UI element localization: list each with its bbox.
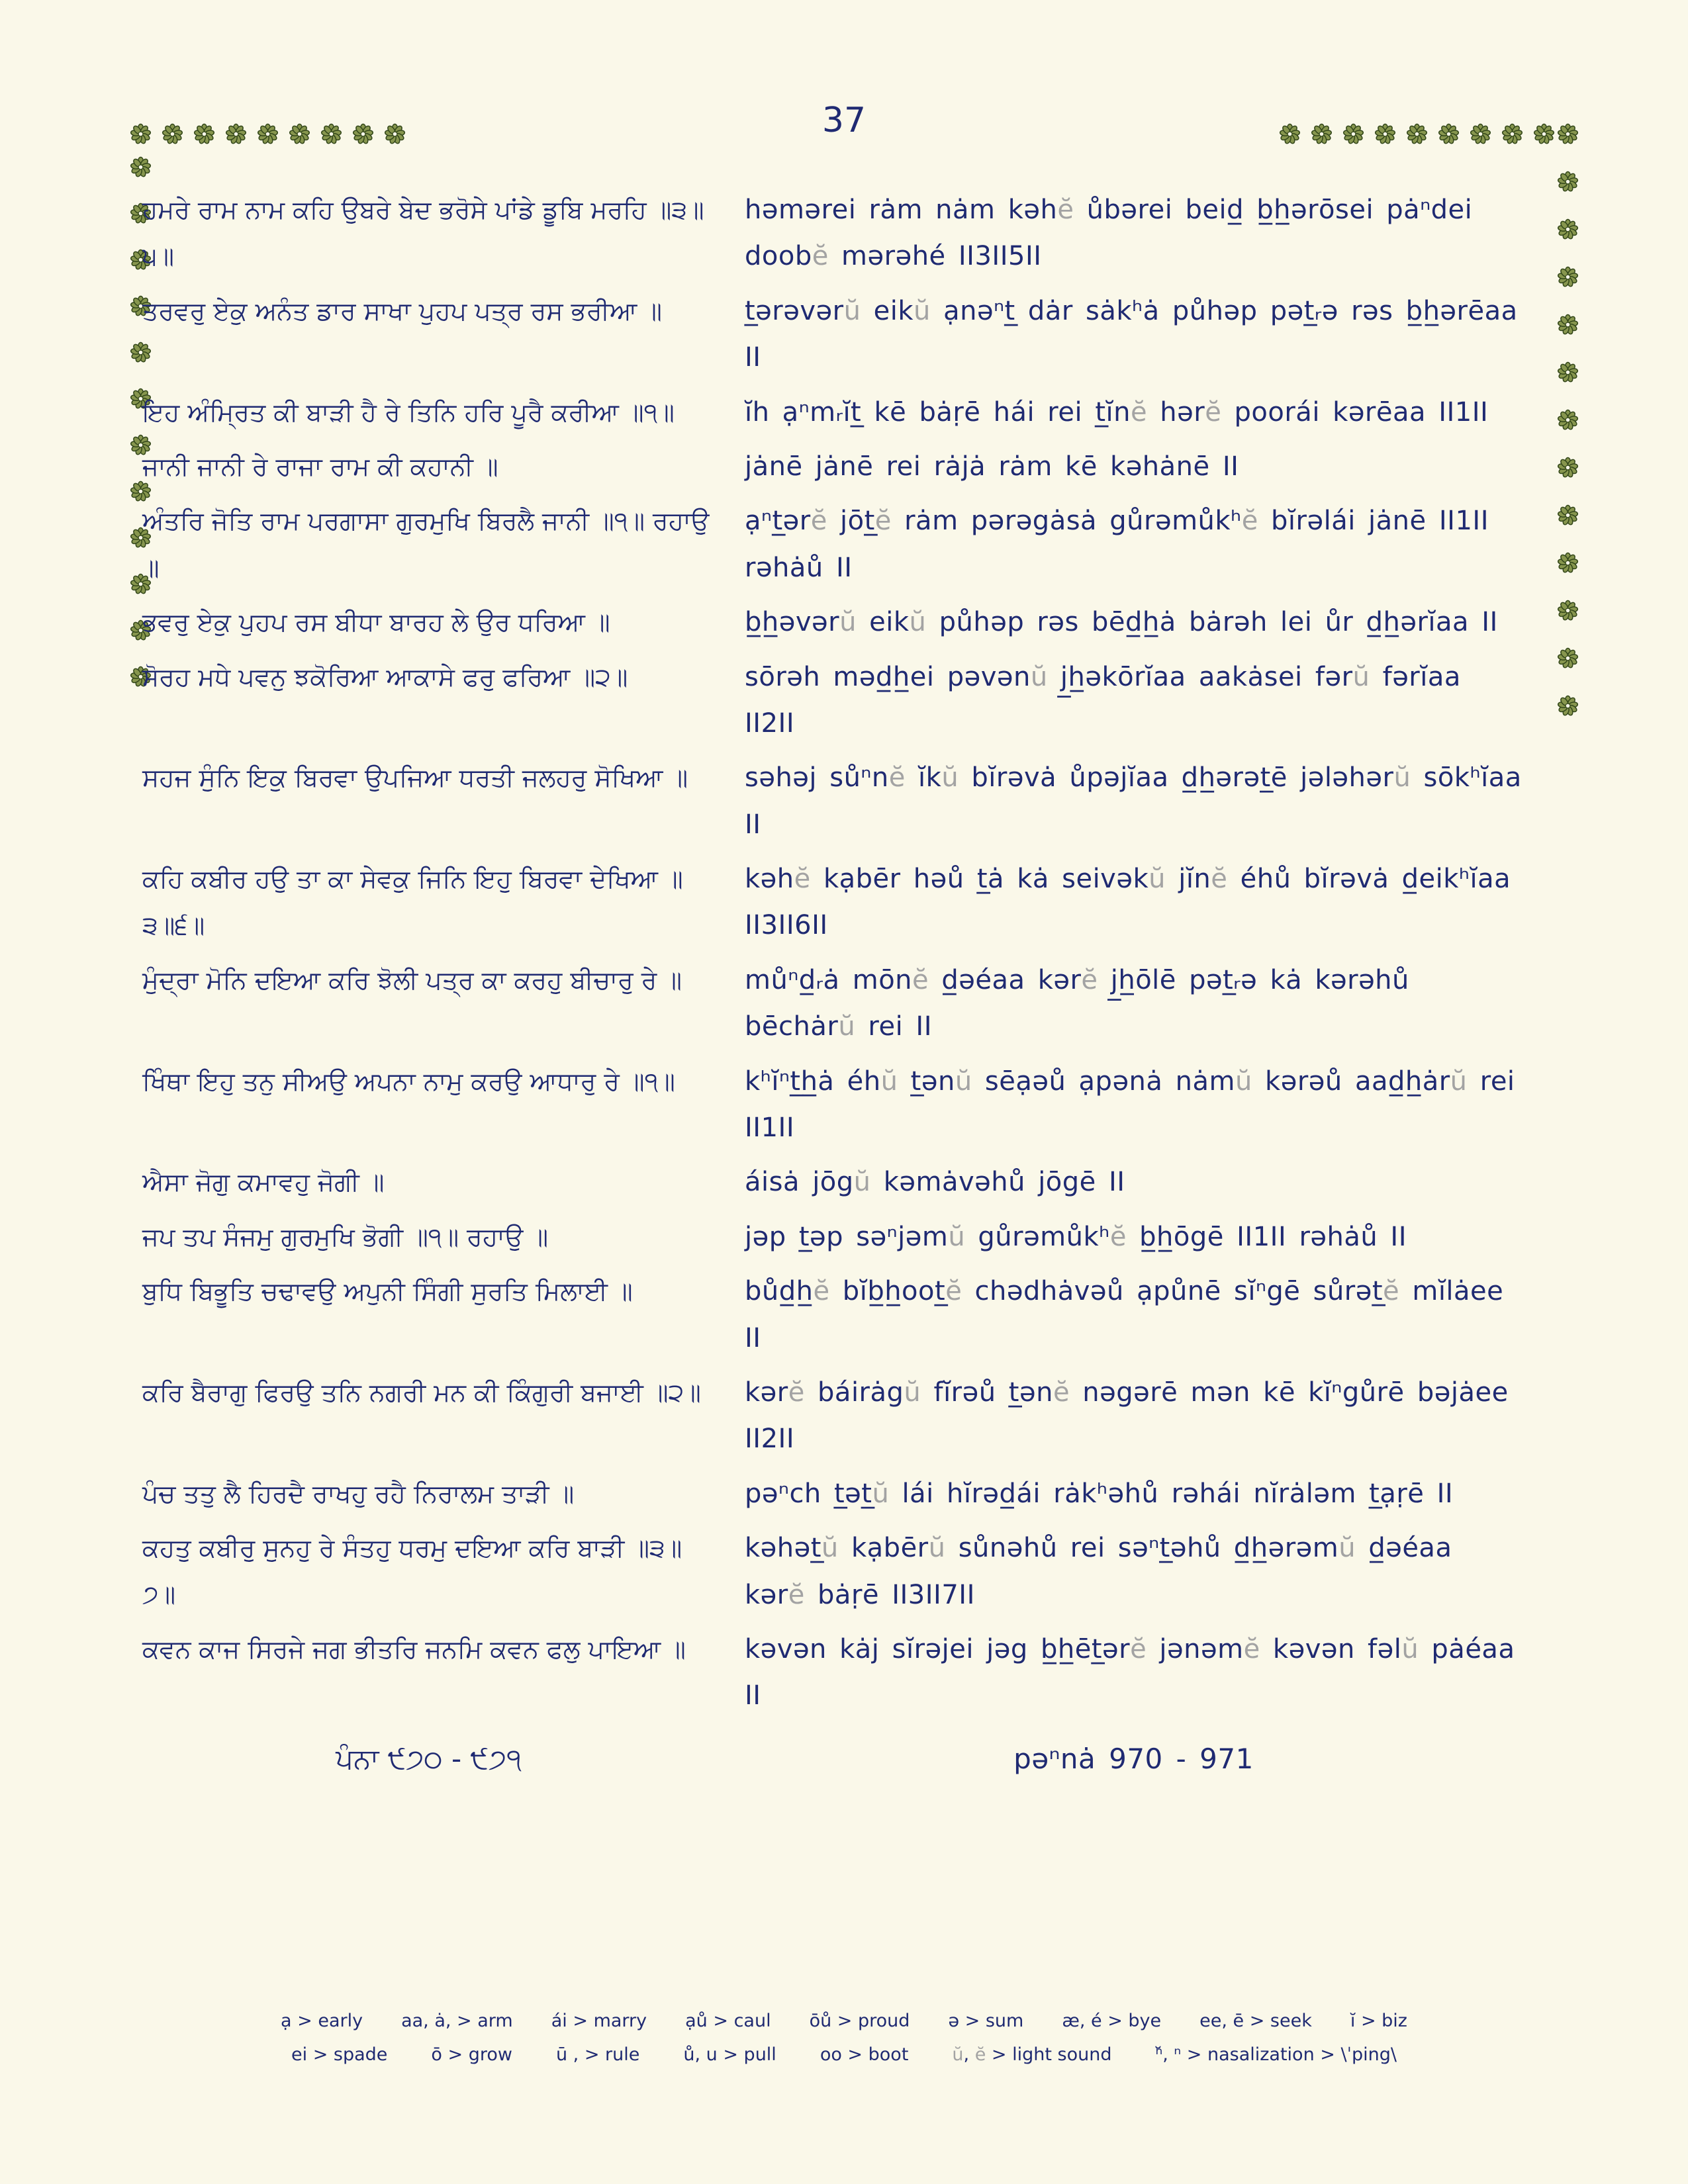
gurmukhi-verse: ਕਰਿ ਬੈਰਾਗੁ ਫਿਰਉ ਤਨਿ ਨਗਰੀ ਮਨ ਕੀ ਕਿੰਗੁਰੀ ਬਜਾਈ ॥੨॥ (142, 1377, 701, 1407)
scripture-content (142, 187, 1523, 1781)
flower-icon (1406, 123, 1428, 145)
flower-icon (384, 123, 406, 145)
pronunciation-key-item: ə > sum (948, 2011, 1024, 2031)
pronunciation-key-item: ū , > rule (555, 2044, 640, 2065)
gurmukhi-verse: ਅੰਤਰਿ ਜੋਤਿ ਰਾਮ ਪਰਗਾਸਾ ਗੁਰਮੁਖਿ ਬਿਰਲੈ ਜਾਨੀ ॥੧॥ ਰਹਾਉ ॥ (142, 506, 710, 582)
pronunciation-key-item: ōů > proud (809, 2011, 910, 2031)
roman-verse: jȧnē jȧnē rei rȧjȧ rȧm kē kəhȧnē II (745, 451, 1239, 482)
gurmukhi-verse: ਕਵਨ ਕਾਜ ਸਿਰਜੇ ਜਗ ਭੀਤਰਿ ਜਨਮਿ ਕਵਨ ਫਲੁ ਪਾਇਆ ॥ (142, 1634, 686, 1664)
gurmukhi-verse: ਸੋਰਹ ਮਧੇ ਪਵਨੁ ਝਕੋਰਿਆ ਆਕਾਸੇ ਫਰੁ ਫਰਿਆ ॥੨॥ (142, 662, 628, 692)
pronunciation-key-row-1 (0, 2011, 1688, 2031)
flower-icon (162, 123, 183, 145)
flower-icon (1557, 266, 1579, 288)
flower-icon (1557, 123, 1579, 145)
pronunciation-key-item: ạ > early (281, 2011, 363, 2031)
pronunciation-key-item: ĭ > biz (1350, 2011, 1407, 2031)
flower-icon (1557, 457, 1579, 478)
gurmukhi-verse: ਬੁਧਿ ਬਿਭੂਤਿ ਚਢਾਵਉ ਅਪੁਨੀ ਸਿੰਗੀ ਸੁਰਤਿ ਮਿਲਾਈ ॥ (142, 1277, 633, 1306)
pronunciation-key (0, 2011, 1688, 2065)
pronunciation-key-item: ŭ, ĕ > light sound (952, 2044, 1112, 2065)
roman-verse: kərĕ báirȧgŭ fĭrəů t̲ənĕ nəgərē mən kē kĭⁿgůrē bəjȧee II2II (745, 1377, 1509, 1455)
flower-icon (130, 156, 152, 178)
page-reference-row (142, 1737, 1523, 1781)
roman-verse: ạⁿt̲ərĕ jōt̲ĕ rȧm pərəgȧsȧ gůrəmůkʰĕ bĭrəlái jȧnē II1II rəhȧů II (745, 506, 1489, 583)
gurmukhi-verse: ਐਸਾ ਜੋਗੁ ਕਮਾਵਹੁ ਜੋਗੀ ॥ (142, 1167, 385, 1197)
gurmukhi-verse: ਇਹ ਅੰਮ੍ਰਿਤ ਕੀ ਬਾੜੀ ਹੈ ਰੇ ਤਿਨਿ ਹਰਿ ਪੂਰੈ ਕਰੀਆ ॥੧॥ (142, 397, 675, 427)
gurmukhi-verse: ਖਿੰਥਾ ਇਹੁ ਤਨੁ ਸੀਅਉ ਅਪਨਾ ਨਾਮੁ ਕਰਉ ਆਧਾਰੁ ਰੇ ॥੧॥ (142, 1066, 675, 1096)
flower-border-right-column (1557, 123, 1579, 717)
flower-icon (1342, 123, 1364, 145)
gurmukhi-verse: ਸਹਜ ਸੁੰਨਿ ਇਕੁ ਬਿਰਵਾ ਉਪਜਿਆ ਧਰਤੀ ਜਲਹਰੁ ਸੋਖਿਆ ॥ (142, 763, 688, 793)
roman-verse: kʰĭⁿt̲h̲ȧ éhŭ t̲ənŭ sēạəů ạpənȧ nȧmŭ kərəů aad̲h̲ȧrŭ rei II1II (745, 1066, 1515, 1144)
flower-icon (1501, 123, 1523, 145)
flower-icon (352, 123, 374, 145)
flower-icon (1470, 123, 1491, 145)
roman-verse: ĭh ạⁿmᵣĭt̲ kē bȧṛē hái rei t̲ĭnĕ hərĕ poorái kərēaa II1II (745, 396, 1489, 428)
page-reference-roman: pəⁿnȧ 970 - 971 (1013, 1742, 1254, 1775)
pronunciation-key-item: ⁿ̆, ⁿ > nasalization > \ˈping\ (1155, 2044, 1397, 2065)
pronunciation-key-item: æ, é > bye (1062, 2011, 1162, 2031)
flower-border-top-left (130, 123, 406, 145)
flower-icon (1557, 409, 1579, 431)
roman-verse: áisȧ jōgŭ kəmȧvəhů jōgē II (745, 1167, 1125, 1198)
roman-verse: sōrəh məd̲h̲ei pəvənŭ j̲h̲əkōrĭaa aakȧsei fərŭ fərĭaa II2II (745, 661, 1461, 739)
flower-icon (1311, 123, 1333, 145)
pronunciation-key-item: ů, u > pull (683, 2044, 776, 2065)
pronunciation-key-item: aa, ȧ, > arm (401, 2011, 513, 2031)
pronunciation-key-item: ạů > caul (685, 2011, 771, 2031)
flower-icon (1557, 504, 1579, 526)
flower-icon (1557, 314, 1579, 336)
page-reference-gurmukhi: ਪੰਨਾ ੯੭੦ - ੯੭੧ (336, 1742, 522, 1775)
gurmukhi-verse: ਕਹਤੁ ਕਬੀਰੁ ਸੁਨਹੁ ਰੇ ਸੰਤਹੁ ਧਰਮੁ ਦਇਆ ਕਰਿ ਬਾੜੀ ॥੩॥੭॥ (142, 1533, 682, 1610)
pronunciation-key-item: oo > boot (820, 2044, 909, 2065)
flower-icon (1557, 552, 1579, 574)
pronunciation-key-row-2 (0, 2044, 1688, 2065)
flower-icon (1279, 123, 1301, 145)
flower-icon (289, 123, 310, 145)
roman-verse: kəhət̲ŭ kạbērŭ sůnəhů rei səⁿt̲əhů d̲h̲ərəmŭ d̲əéaa kərĕ bȧṛē II3II7II (745, 1533, 1452, 1610)
gurmukhi-verse: ਭਵਰੁ ਏਕੁ ਪੁਹਪ ਰਸ ਬੀਧਾ ਬਾਰਹ ਲੇ ਉਰ ਧਰਿਆ ॥ (142, 608, 610, 637)
flower-icon (193, 123, 215, 145)
roman-verse: kəvən kȧj sĭrəjei jəg b̲h̲ēt̲ərĕ jənəmĕ kəvən fəlŭ pȧéaa II (745, 1633, 1515, 1711)
flower-icon (1533, 123, 1555, 145)
gurmukhi-verse: ਹਮਰੇ ਰਾਮ ਨਾਮ ਕਹਿ ਉਬਰੇ ਬੇਦ ਭਰੋਸੇ ਪਾਂਡੇ ਡੂਬਿ ਮਰਹਿ ॥੩॥੫॥ (142, 195, 704, 271)
gurmukhi-verse: ਪੰਚ ਤਤੁ ਲੈ ਹਿਰਦੈ ਰਾਖਹੁ ਰਹੈ ਨਿਰਾਲਮ ਤਾੜੀ ॥ (142, 1479, 575, 1508)
roman-verse: səhəj sůⁿnĕ ĭkŭ bĭrəvȧ ůpəjĭaa d̲h̲ərət̲ē jələhərŭ sōkʰĭaa II (745, 762, 1522, 840)
flower-icon (1557, 218, 1579, 240)
flower-icon (1438, 123, 1460, 145)
roman-verse: jəp t̲əp səⁿjəmŭ gůrəmůkʰĕ b̲h̲ōgē II1II rəhȧů II (745, 1221, 1407, 1252)
gurmukhi-verse: ਮੁੰਦ੍ਰਾ ਮੋਨਿ ਦਇਆ ਕਰਿ ਝੋਲੀ ਪਤ੍ਰ ਕਾ ਕਰਹੁ ਬੀਚਾਰੁ ਰੇ ॥ (142, 965, 682, 995)
flower-icon (225, 123, 247, 145)
pronunciation-key-item: ái > marry (551, 2011, 647, 2031)
flower-icon (1557, 695, 1579, 717)
flower-border-top-right (1279, 123, 1555, 145)
flower-icon (1374, 123, 1396, 145)
roman-verse: pəⁿch t̲ət̲ŭ lái hĭrəd̲ái rȧkʰəhů rəhái nĭrȧləm t̲ạṛē II (745, 1478, 1454, 1509)
pronunciation-key-item: ō > grow (431, 2044, 512, 2065)
gurmukhi-verse: ਜਾਨੀ ਜਾਨੀ ਰੇ ਰਾਜਾ ਰਾਮ ਕੀ ਕਹਾਨੀ ॥ (142, 451, 498, 481)
flower-icon (1557, 361, 1579, 383)
roman-verse: kəhĕ kạbēr həů t̲ȧ kȧ seivəkŭ jĭnĕ éhů bĭrəvȧ d̲eikʰĭaa II3II6II (745, 864, 1511, 941)
roman-verse: můⁿd̲ᵣȧ mōnĕ d̲əéaa kərĕ j̲h̲ōlē pət̲ᵣə kȧ kərəhů bēchȧrŭ rei II (745, 964, 1409, 1042)
flower-icon (130, 123, 152, 145)
flower-icon (257, 123, 279, 145)
roman-verse: həmərei rȧm nȧm kəhĕ ůbərei beid̲ b̲h̲ərōsei pȧⁿdei doobĕ mərəhé II3II5II (745, 195, 1473, 272)
flower-icon (1557, 600, 1579, 621)
roman-verse: bůd̲h̲ĕ bĭb̲h̲oot̲ĕ chədhȧvəů ạpůnē sĭⁿgē sůrət̲ĕ mĭlȧee II (745, 1276, 1504, 1353)
roman-verse: b̲h̲əvərŭ eikŭ půhəp rəs bēd̲h̲ȧ bȧrəh lei ůr d̲h̲ərĭaa II (745, 607, 1498, 638)
flower-icon (1557, 171, 1579, 193)
gurmukhi-verse: ਜਪ ਤਪ ਸੰਜਮੁ ਗੁਰਮੁਖਿ ਭੋਗੀ ॥੧॥ ਰਹਾਉ ॥ (142, 1222, 549, 1251)
roman-verse: t̲ərəvərŭ eikŭ ạnəⁿt̲ dȧr sȧkʰȧ půhəp pət̲ᵣə rəs b̲h̲ərēaa II (745, 295, 1518, 373)
page-number: 37 (821, 101, 867, 140)
verse-table (142, 187, 1523, 1719)
pronunciation-key-item: ee, ē > seek (1199, 2011, 1312, 2031)
gurmukhi-verse: ਤਰਵਰੁ ਏਕੁ ਅਨੰਤ ਡਾਰ ਸਾਖਾ ਪੁਹਪ ਪਤ੍ਰ ਰਸ ਭਰੀਆ ॥ (142, 296, 662, 326)
flower-icon (1557, 647, 1579, 669)
pronunciation-key-item: ei > spade (291, 2044, 388, 2065)
gurmukhi-verse: ਕਹਿ ਕਬੀਰ ਹਉ ਤਾ ਕਾ ਸੇਵਕੁ ਜਿਨਿ ਇਹੁ ਬਿਰਵਾ ਦੇਖਿਆ ॥੩॥੬॥ (142, 864, 683, 940)
flower-icon (320, 123, 342, 145)
